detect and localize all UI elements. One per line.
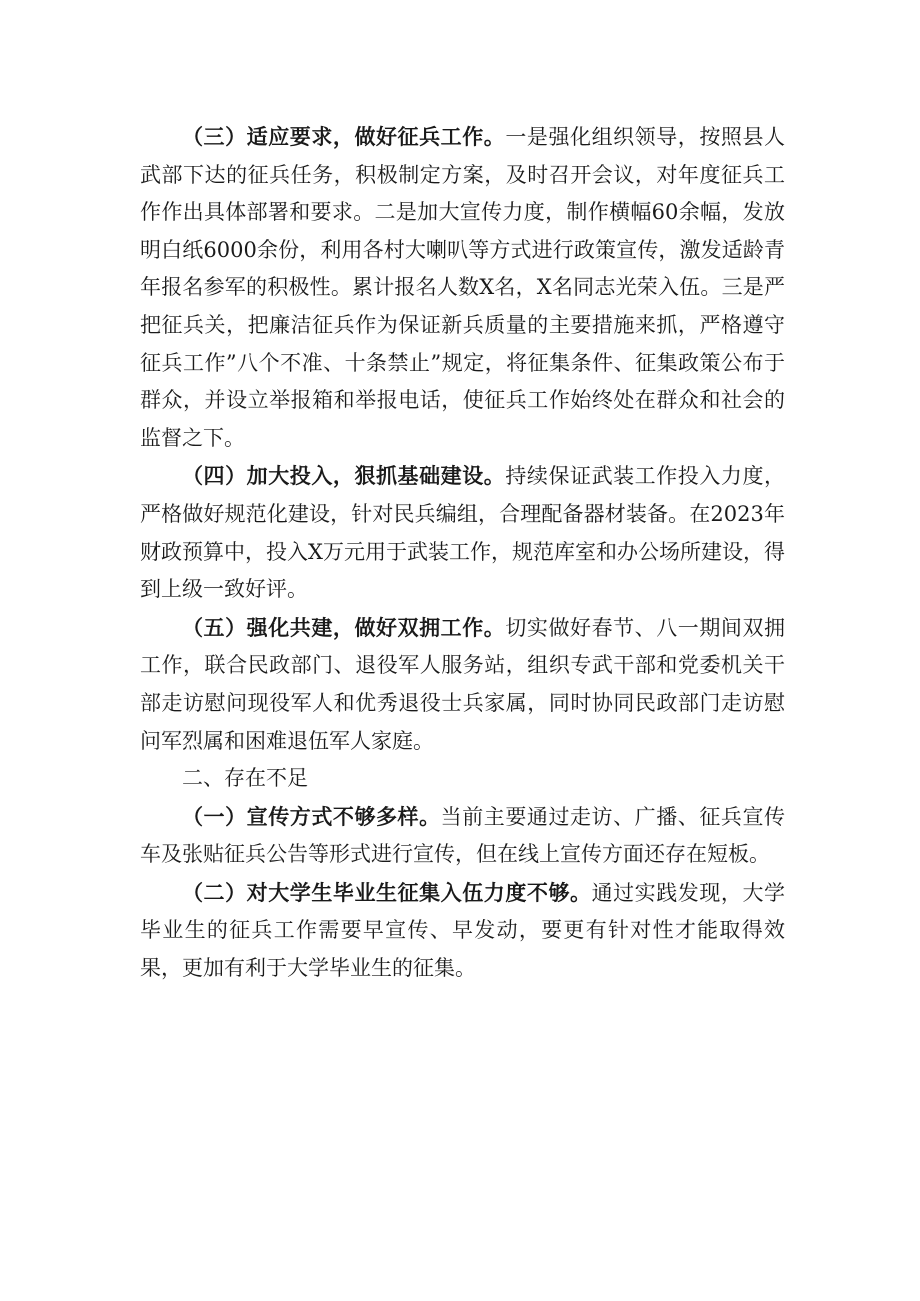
paragraph-body: 一是强化组织领导，按照县人武部下达的征兵任务，积极制定方案，及时召开会议，对年度征兵工作作出具体部署和要求。二是加大宣传力度，制作横幅60余幅，发放明白纸6000余份，利用各村大喇叭等方式进行政策宣传，激发适龄青年报名参军的积极性。累计报名人数X名，X名同志光荣入伍。三是严把征兵关，把廉洁征兵作为保证新兵质量的主要措施来抓，严格遵守征兵工作”八个不准、十条禁止”规定，将征集条件、征集政策公布于群众，并设立举报箱和举报电话，使征兵工作始终处在群众和社会的监督之下。 <box>140 125 786 450</box>
paragraph-double-support <box>140 609 785 760</box>
paragraph-lead: （五）强化共建，做好双拥工作。 <box>182 614 506 640</box>
paragraph-lead: （四）加大投入，狠抓基础建设。 <box>182 463 506 489</box>
section-heading: 二、存在不足 <box>182 766 308 791</box>
paragraph-lead: （二）对大学生毕业生征集入伍力度不够。 <box>182 879 592 905</box>
paragraph-shortcoming-publicity <box>140 798 785 874</box>
paragraph-shortcoming-graduates <box>140 874 785 988</box>
paragraph-recruitment <box>140 118 785 457</box>
paragraph-lead: （三）适应要求，做好征兵工作。 <box>182 124 506 149</box>
paragraph-body: 当前主要通过走访、广播、征兵宣传车及张贴征兵公告等形式进行宣传，但在线上宣传方面还存在短板。 <box>140 804 786 867</box>
paragraph-investment <box>140 457 785 608</box>
paragraph-body: 持续保证武装工作投入力度，严格做好规范化建设，针对民兵编组，合理配备器材装备。在2023年财政预算中，投入X万元用于武装工作，规范库室和办公场所建设，得到上级一致好评。 <box>140 464 786 602</box>
paragraph-lead: （一）宣传方式不够多样。 <box>182 803 441 829</box>
document-page <box>140 118 785 988</box>
paragraph-body: 切实做好春节、八一期间双拥工作，联合民政部门、退役军人服务站，组织专武干部和党委机关干部走访慰问现役军人和优秀退役士兵家属，同时协同民政部门走访慰问军烈属和困难退伍军人家庭。 <box>140 615 786 753</box>
paragraph-body: 通过实践发现，大学毕业生的征兵工作需要早宣传、早发动，要更有针对性才能取得效果，更加有利于大学毕业生的征集。 <box>140 880 786 981</box>
